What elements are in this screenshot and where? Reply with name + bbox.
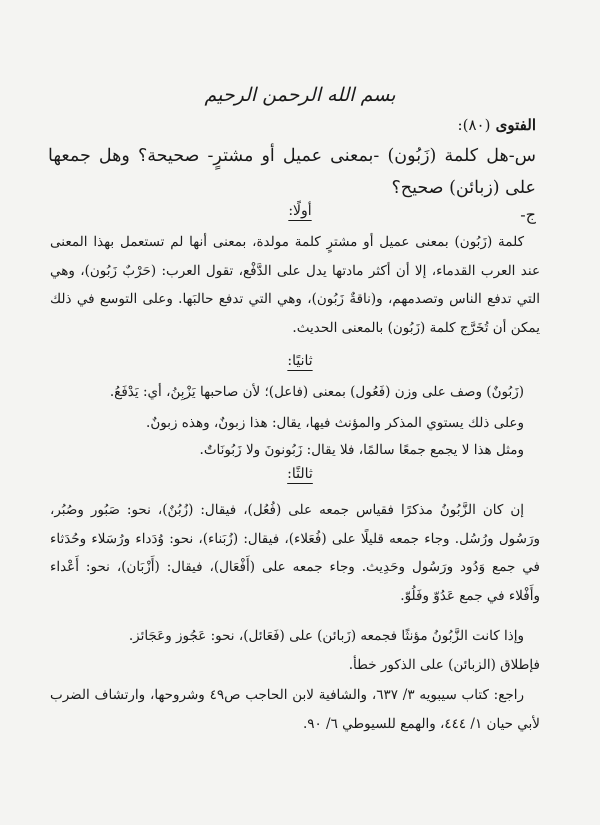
- fatwa-title: [458, 116, 536, 134]
- paragraph: إن كان الزَّبُونُ مذكرًا فقياس جمعه على (فُعُل)، فيقال: (زُبُنٌ)، نحو: صَبُور وصُبُر، ورَسُول ورُسُل. وجاء جمعه قليلًا على (فُعَلاء)، فيقال: (زُبَناء)، نحو: وُدَداء ورُسَلاء وحُدَثاء في جمع وَدُود ورَسُول وحَدِيث. وجاء جمعه على (أَفْعَال)، فيقال: (أَزْبَان)، نحو: أَعْداء وأَفْلاء في جمع عَدُوّ وفَلُوّ.: [50, 502, 540, 604]
- answer-marker: ج-: [520, 205, 536, 224]
- paragraph: (زَبُونٌ) وصف على وزن (فَعُول) بمعنى (فاعل)؛ لأن صاحبها يَزْبِنُ، أي: يَدْفَعُ.: [109, 384, 524, 400]
- section-heading-second: ثانيًا:: [287, 353, 313, 369]
- fatwa-number: (٨٠):: [457, 116, 491, 134]
- paragraph: وعلى ذلك يستوي المذكر والمؤنث فيها، يقال: هذا زبونٌ، وهذه زبونٌ.: [146, 415, 524, 431]
- references: راجع: كتاب سيبويه ٣/ ٦٣٧، والشافية لابن الحاجب ص٤٩ وشروحها، وارتشاف الضرب لأبي حيان ١/ ٤٤٤، والهمع للسيوطي ٦/ ٩٠.: [50, 687, 540, 732]
- fatwa-label: الفتوى: [495, 116, 536, 134]
- paragraph: فإطلاق (الزبائن) على الذكور خطأ.: [348, 657, 540, 673]
- paragraph: وإذا كانت الزَّبُونُ مؤنثًا فجمعه (زَبائن) على (فَعَائل)، نحو: عَجُوز وعَجَائز.: [128, 628, 524, 644]
- paragraph: كلمة (زَبُون) بمعنى عميل أو مشترٍ كلمة مولدة، بمعنى أنها لم تستعمل بهذا المعنى عند العرب القدماء، إلا أن أكثر مادتها يدل على الدَّفْع، تقول العرب: (حَرْبٌ زَبُون)، وهي التي تدفع الناس وتصدمهم، و(ناقةٌ زَبُون)، وهي التي تدفع حالبَها. وعلى التوسع في ذلك يمكن أن تُخَرَّج كلمة (زَبُون) بالمعنى الحديث.: [50, 234, 540, 336]
- section-heading-third: ثالثًا:: [287, 466, 313, 482]
- paragraph: ومثل هذا لا يجمع جمعًا سالمًا، فلا يقال: زَبُونونَ ولا زَبُونَاتٌ.: [199, 442, 524, 458]
- section-heading-first: أولًا:: [288, 203, 312, 219]
- question-text: س-هل كلمة (زَبُون) -بمعنى عميل أو مشترٍ- صحيحة؟ وهل جمعها على (زبائن) صحيح؟: [48, 146, 536, 198]
- basmala: بسم الله الرحمن الرحيم: [204, 84, 396, 106]
